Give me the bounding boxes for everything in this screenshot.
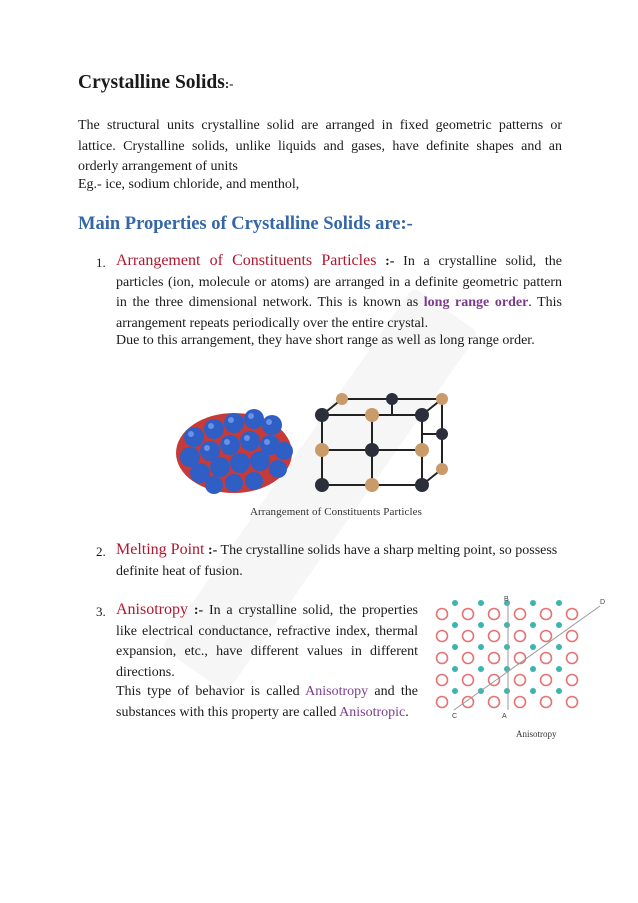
lattice-ring bbox=[437, 675, 448, 686]
section-heading: Main Properties of Crystalline Solids are:- bbox=[78, 214, 413, 234]
item-3-separator: :- bbox=[193, 603, 204, 618]
lattice-dot bbox=[556, 622, 562, 628]
label-b: B bbox=[504, 596, 509, 603]
lattice-dot bbox=[452, 666, 458, 672]
item-1-body: In a crystalline solid, the particles (ion, molecule or atoms) are arranged in a definite geometric pattern in the three dimensional network. This is known as bbox=[116, 254, 562, 310]
lattice-ring bbox=[541, 631, 552, 642]
item-number-2: 2. bbox=[96, 544, 106, 559]
lattice-dot bbox=[478, 600, 484, 606]
item-2-body: The crystalline solids have a sharp melting point, so possess definite heat of fusion. bbox=[116, 543, 558, 579]
lattice-ring bbox=[437, 697, 448, 708]
item-3-anisotropy-term: Anisotropy bbox=[305, 684, 369, 699]
lattice-ring bbox=[567, 631, 578, 642]
lattice-dot bbox=[504, 688, 510, 694]
lattice-dot bbox=[530, 688, 536, 694]
crystal-lattice-figure bbox=[172, 385, 472, 501]
lattice-dot bbox=[530, 600, 536, 606]
label-a: A bbox=[502, 713, 507, 720]
lattice-dot bbox=[452, 600, 458, 606]
item-number-1: 1. bbox=[96, 255, 106, 270]
lattice-dot bbox=[556, 666, 562, 672]
lattice-ring bbox=[541, 609, 552, 620]
lattice-ring bbox=[437, 609, 448, 620]
page-title bbox=[78, 72, 562, 94]
lattice-ring bbox=[489, 609, 500, 620]
item-3-anisotropic-term: Anisotropic bbox=[339, 704, 406, 720]
item-1-second-line: Due to this arrangement, they have short range as well as long range order. bbox=[116, 333, 535, 348]
item-2-text bbox=[116, 540, 562, 582]
item-3-second-body-end: . bbox=[405, 704, 409, 720]
item-1-term: Arrangement of Constituents Particles bbox=[116, 252, 377, 269]
lattice-dot bbox=[556, 688, 562, 694]
lattice-dot bbox=[452, 688, 458, 694]
lattice-atoms bbox=[315, 393, 448, 492]
lattice-dot bbox=[530, 666, 536, 672]
lattice-ring bbox=[437, 653, 448, 664]
lattice-dot bbox=[478, 622, 484, 628]
anisotropy-diagram bbox=[430, 592, 610, 722]
lattice-ring bbox=[463, 631, 474, 642]
intro-paragraph: The structural units crystalline solid are arranged in fixed geometric patterns or lattice. Crystalline solids, unlike liquids and gases, have definite shapes and an orderly arrangement of units bbox=[78, 118, 562, 174]
item-3-body: In a crystalline solid, the properties like electrical conductance, refractive index, thermal expansion, etc., have different values in different directions. bbox=[116, 603, 419, 680]
lattice-ring bbox=[515, 697, 526, 708]
lattice-ring bbox=[567, 653, 578, 664]
lattice-ring bbox=[541, 653, 552, 664]
lattice-ring bbox=[567, 697, 578, 708]
lattice-ring bbox=[489, 631, 500, 642]
packed-spheres-illustration bbox=[176, 409, 293, 494]
lattice-ring bbox=[463, 609, 474, 620]
item-1-body-end: . This arrangement repeats periodically over the entire crystal. bbox=[116, 295, 563, 331]
item-3-second-body: This type of behavior is called bbox=[116, 684, 300, 699]
lattice-dot bbox=[452, 644, 458, 650]
item-number-3: 3. bbox=[96, 604, 106, 619]
item-3-term: Anisotropy bbox=[116, 601, 188, 618]
item-1-text bbox=[116, 251, 562, 334]
lattice-dot bbox=[478, 666, 484, 672]
example-line: Eg.- ice, sodium chloride, and menthol, bbox=[78, 177, 300, 192]
lattice-ring bbox=[541, 675, 552, 686]
lattice-ring bbox=[463, 653, 474, 664]
item-2-term: Melting Point bbox=[116, 541, 205, 558]
lattice-ring bbox=[463, 675, 474, 686]
lattice-ring bbox=[515, 631, 526, 642]
lattice-dot bbox=[478, 644, 484, 650]
lattice-dot bbox=[452, 622, 458, 628]
lattice-dot bbox=[504, 622, 510, 628]
lattice-dot bbox=[556, 600, 562, 606]
title-suffix: :- bbox=[224, 76, 234, 91]
lattice-ring bbox=[541, 697, 552, 708]
figure-caption: Arrangement of Constituents Particles bbox=[250, 506, 423, 518]
lattice-dot bbox=[530, 622, 536, 628]
item-1-highlight: long range order bbox=[423, 295, 529, 310]
anisotropy-caption: Anisotropy bbox=[516, 729, 557, 739]
item-2-separator: :- bbox=[207, 543, 218, 558]
lattice-ring bbox=[489, 653, 500, 664]
lattice-dot bbox=[504, 644, 510, 650]
lattice-ring bbox=[567, 675, 578, 686]
lattice-ring bbox=[515, 675, 526, 686]
lattice-ring bbox=[567, 609, 578, 620]
item-1-separator: :- bbox=[385, 254, 395, 269]
item-3-text bbox=[116, 600, 418, 683]
lattice-ring bbox=[437, 631, 448, 642]
item-3-second-body-middle: and the substances with this property are called bbox=[116, 684, 418, 720]
label-d: D bbox=[600, 599, 606, 606]
lattice-ring bbox=[489, 697, 500, 708]
item-3-second-text bbox=[116, 682, 418, 723]
label-c: C bbox=[452, 713, 458, 720]
lattice-dot bbox=[556, 644, 562, 650]
lattice-ring bbox=[463, 697, 474, 708]
lattice-ring bbox=[515, 609, 526, 620]
lattice-ring bbox=[515, 653, 526, 664]
title-text: Crystalline Solids bbox=[78, 72, 225, 93]
lattice-dot bbox=[530, 644, 536, 650]
